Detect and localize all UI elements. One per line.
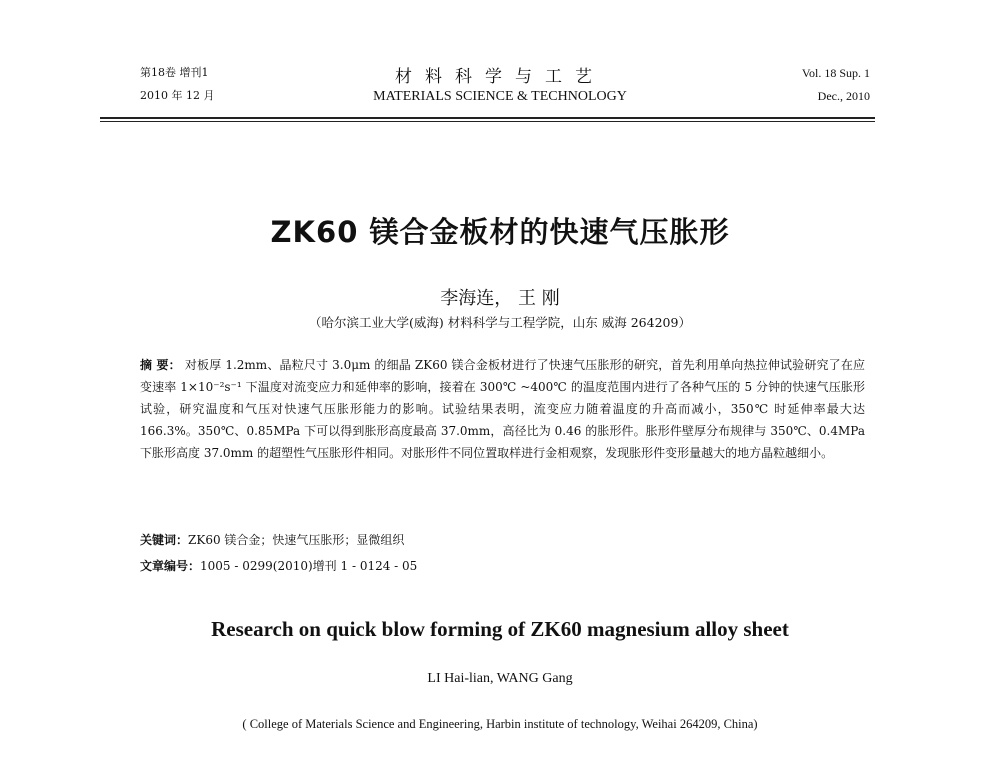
publication-date: 2010 年 12 月 xyxy=(140,89,215,102)
header-rule-top xyxy=(100,117,875,119)
abstract-text: 对板厚 1.2mm、晶粒尺寸 3.0μm 的细晶 ZK60 镁合金板材进行了快速气压胀形的研究，首先利用单向热拉伸试验研究了在应变速率 1×10⁻²s⁻¹ 下温度对流变应力和延伸率的影响，接着在 300℃ ~400℃ 的温度范围内进行了各种气压的 5 分钟的快速气压胀形试验，研究温度和气压对快速气压胀形能力的影响。试验结果表明，流变应力随着温度的升高而减小，350℃ 时延伸率最大达 166.3%。350℃、0.85MPa 下可以得到胀形高度最高 37.0mm，高径比为 0.46 的胀形件。胀形件壁厚分布规律与 350℃、0.4MPa 下胀形高度 37.0mm 的超塑性气压胀形件相同。对胀形件不同位置取样进行金相观察，发现胀形件变形量越大的地方晶粒越细小。 xyxy=(140,358,865,460)
journal-name-cn: 材料科学与工艺 xyxy=(395,67,605,87)
affiliation-en: ( College of Materials Science and Engineering, Harbin institute of technology, Weihai 264209, China) xyxy=(242,717,758,731)
keywords-label: 关键词： xyxy=(140,533,189,547)
document-id-label: 文章编号： xyxy=(140,559,201,573)
publication-date-en: Dec., 2010 xyxy=(817,89,870,103)
abstract-cn xyxy=(140,354,865,464)
volume-issue: 第18卷 增刊1 xyxy=(140,66,209,79)
document-id-text: 1005 - 0299(2010)增刊 1 - 0124 - 05 xyxy=(200,559,418,573)
journal-name-en: MATERIALS SCIENCE & TECHNOLOGY xyxy=(373,89,627,104)
header-rule-bottom xyxy=(100,121,875,122)
authors-cn: 李海连， 王 刚 xyxy=(440,288,560,309)
article-title-cn: ZK60 镁合金板材的快速气压胀形 xyxy=(270,215,730,249)
document-id-line xyxy=(140,556,865,576)
volume-issue-en: Vol. 18 Sup. 1 xyxy=(801,66,870,80)
keywords-line xyxy=(140,530,865,550)
abstract-label: 摘 要： xyxy=(140,358,181,372)
article-title-en: Research on quick blow forming of ZK60 magnesium alloy sheet xyxy=(211,617,789,641)
affiliation-cn: （哈尔滨工业大学(威海) 材料科学与工程学院，山东 威海 264209） xyxy=(309,315,691,330)
authors-en: LI Hai-lian, WANG Gang xyxy=(427,671,573,686)
keywords-text: ZK60 镁合金；快速气压胀形；显微组织 xyxy=(188,533,405,547)
